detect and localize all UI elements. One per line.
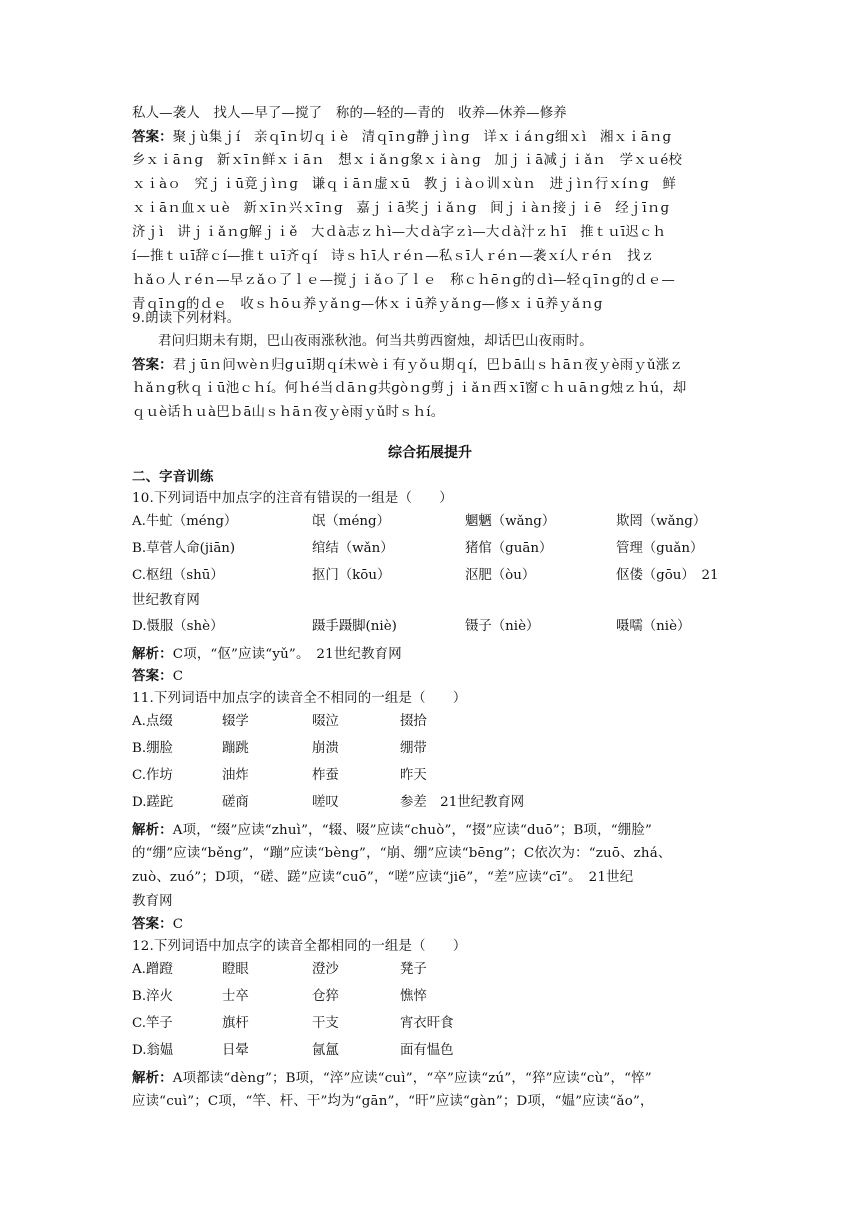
question-12-analysis xyxy=(132,1067,728,1090)
option-item: 魍魉（wǎng） xyxy=(465,514,556,529)
option-item: 柞蚕 xyxy=(312,768,339,783)
option-item: A.蹭蹬 xyxy=(132,962,173,977)
option-item: 嗟叹 xyxy=(312,795,339,810)
answer-text: 聚ｊù集ｊí 亲ｑīｎ切ｑｉè 清ｑīｎɡ静ｊìｎɡ 详ｘｉáｎɡ细ｘì 湘ｘｉāｎɡ xyxy=(172,130,672,145)
option-item: 蹦跳 xyxy=(222,741,249,756)
option-item: 瞪眼 xyxy=(222,962,249,977)
option-item: C.竿子 xyxy=(132,1016,173,1031)
question-10-analysis xyxy=(132,643,728,666)
pinyin-line: ｈǎｏ人ｒéｎ—早ｚǎｏ了ｌｅ—搅ｊｉǎｏ了ｌｅ 称ｃｈēｎɡ的ｄì—轻ｑīｎɡ的ｄｅ— xyxy=(132,273,675,288)
option-item: 宵衣旰食 xyxy=(400,1016,454,1031)
option-item: 氓（méng） xyxy=(312,514,390,529)
option-item: A.牛虻（méng） xyxy=(132,514,238,529)
option-item: 士卒 xyxy=(222,989,249,1004)
answer-label: 答案： xyxy=(132,668,173,684)
option-item: C.枢纽（shū） xyxy=(132,568,224,583)
word-groups-line: 私人—袭人 找人—早了—搅了 称的—轻的—青的 收养—休养—修养 xyxy=(132,106,567,121)
option-item: 氤氲 xyxy=(312,1043,339,1058)
pinyin-line: 济ｊì 讲ｊｉǎｎɡ解ｊｉě 大ｄà志ｚｈì—大ｄà字ｚì—大ｄà汁ｚｈī 推ｔｕī迟ｃｈ xyxy=(132,225,667,240)
section-title: 综合拓展提升 xyxy=(388,445,472,461)
pinyin-line: 青ｑīｎɡ的ｄｅ 收ｓｈōｕ养ｙǎｎɡ—休ｘｉū养ｙǎｎɡ—修ｘｉū养ｙǎｎɡ xyxy=(132,297,603,312)
subsection-title: 二、字音训练 xyxy=(132,469,214,485)
option-item: 崩溃 xyxy=(312,741,339,756)
analysis-line: 应读“cuì”；C项，“竿、杆、干”均为“gān”，“旰”应读“gàn”；D项，“媪”应读“ǎo”， xyxy=(132,1094,654,1109)
analysis-text: A项都读“dèng”；B项，“淬”应读“cuì”，“卒”应读“zú”，“猝”应读“cù”，“悴” xyxy=(172,1071,652,1086)
option-item: 凳子 xyxy=(400,962,427,977)
answer-label: 答案： xyxy=(132,916,173,932)
answer-line: ｈǎｎɡ秋ｑｉū池ｃｈí。何ｈé当ｄāｎɡ共ɡòｎɡ剪ｊｉǎｎ西ｘī窗ｃｈｕāｎɡ烛ｚｈú，却 xyxy=(132,381,687,396)
option-item: 日晕 xyxy=(222,1043,249,1058)
option-item: D.慑服（shè） xyxy=(132,619,224,634)
option-item: 啜泣 xyxy=(312,714,339,729)
option-item: 磋商 xyxy=(222,795,249,810)
option-item: 旗杆 xyxy=(222,1016,249,1031)
option-item: D.翁媪 xyxy=(132,1043,174,1058)
answer-text: 君ｊūｎ问ｗèｎ归ɡｕī期ｑí未ｗèｉ有ｙǒｕ期ｑí，巴ｂā山ｓｈāｎ夜ｙè雨ｙǔ涨ｚ xyxy=(172,358,683,373)
pinyin-line: ｘｉàｏ 究ｊｉū竟ｊìｎɡ 谦ｑｉāｎ虚ｘū 教ｊｉàｏ训ｘùｎ 进ｊìｎ行ｘíｎɡ 鲜 xyxy=(132,177,677,192)
question-9-answer xyxy=(132,354,728,377)
option-item: 憔悴 xyxy=(400,989,427,1004)
question-9-title: 9.朗读下列材料。 xyxy=(132,311,241,326)
analysis-label: 解析： xyxy=(132,1070,173,1086)
option-item: C.作坊 xyxy=(132,768,173,783)
watermark-tail: 世纪教育网 xyxy=(132,593,200,608)
pinyin-line: í—推ｔｕī辞ｃí—推ｔｕī齐ｑí 诗ｓｈī人ｒéｎ—私ｓī人ｒéｎ—袭ｘí人ｒéｎ 找ｚ xyxy=(132,249,655,264)
analysis-label: 解析： xyxy=(132,646,173,662)
analysis-line: zuò、zuó”；D项，“磋、蹉”应读“cuō”，“嗟”应读“jiē”，“差”应读“cī”。 21世纪 xyxy=(132,870,634,885)
option-item: 干支 xyxy=(312,1016,339,1031)
pinyin-line: ｘｉāｎ血ｘｕè 新ｘīｎ兴ｘīｎɡ 嘉ｊｉā奖ｊｉǎｎɡ 间ｊｉàｎ接ｊｉē 经ｊīｎɡ xyxy=(132,201,670,216)
analysis-line: 教育网 xyxy=(132,894,173,909)
answer-text: C xyxy=(172,917,184,932)
option-item: 伛偻（gōu） 21 xyxy=(616,568,719,583)
option-item: 绷带 xyxy=(400,741,427,756)
answer-label: 答案： xyxy=(132,129,173,145)
answer-line: ｑｕè话ｈｕà巴ｂā山ｓｈāｎ夜ｙè雨ｙǔ时ｓｈí。 xyxy=(132,405,445,420)
question-11-analysis xyxy=(132,819,728,842)
option-item: 沤肥（òu） xyxy=(465,568,536,583)
option-item: 镊子（niè） xyxy=(465,619,540,634)
option-item: A.点缀 xyxy=(132,714,173,729)
option-item: 参差 21世纪教育网 xyxy=(400,795,525,810)
option-item: 绾结（wǎn） xyxy=(312,541,394,556)
question-10-answer xyxy=(132,665,728,688)
option-item: B.淬火 xyxy=(132,989,173,1004)
option-item: 嗫嚅（niè） xyxy=(616,619,691,634)
question-11-answer xyxy=(132,913,728,936)
option-item: 面有愠色 xyxy=(400,1043,454,1058)
option-item: 掇拾 xyxy=(400,714,427,729)
option-item: 昨天 xyxy=(400,768,427,783)
option-item: 欺罔（wǎng） xyxy=(616,514,707,529)
analysis-text: A项，“缀”应读“zhuì”，“辍、啜”应读“chuò”，“掇”应读“duō”；B项，“绷脸” xyxy=(172,823,652,838)
analysis-label: 解析： xyxy=(132,822,173,838)
option-item: B.草菅人命(jiān) xyxy=(132,541,236,556)
answer-label: 答案： xyxy=(132,357,173,373)
option-item: 猪倌（guān） xyxy=(465,541,553,556)
option-item: B.绷脸 xyxy=(132,741,173,756)
option-item: 辍学 xyxy=(222,714,249,729)
question-11-stem: 11.下列词语中加点字的读音全不相同的一组是（ ） xyxy=(132,691,467,706)
pinyin-answer-line xyxy=(132,126,728,149)
option-item: 油炸 xyxy=(222,768,249,783)
option-item: 蹑手蹑脚(niè) xyxy=(312,619,397,634)
analysis-line: 的“绷”应读“běng”，“蹦”应读“bèng”，“崩、绷”应读“bēng”；C依次为：“zuō、zhá、 xyxy=(132,846,672,861)
option-item: 管理（guǎn） xyxy=(616,541,704,556)
option-item: 澄沙 xyxy=(312,962,339,977)
pinyin-line: 乡ｘｉāｎɡ 新ｘīｎ鲜ｘｉāｎ 想ｘｉǎｎɡ象ｘｉàｎɡ 加ｊｉā减ｊｉǎｎ 学ｘｕé校 xyxy=(132,153,683,168)
poem-text: 君问归期未有期，巴山夜雨涨秋池。何当共剪西窗烛，却话巴山夜雨时。 xyxy=(158,334,593,349)
option-item: 抠门（kōu） xyxy=(312,568,391,583)
question-10-stem: 10.下列词语中加点字的注音有错误的一组是（ ） xyxy=(132,491,453,506)
analysis-text: C项，“伛”应读“yǔ”。 21世纪教育网 xyxy=(172,647,402,662)
question-12-stem: 12.下列词语中加点字的读音全都相同的一组是（ ） xyxy=(132,939,467,954)
answer-text: C xyxy=(172,669,184,684)
option-item: 仓猝 xyxy=(312,989,339,1004)
option-item: D.蹉跎 xyxy=(132,795,174,810)
